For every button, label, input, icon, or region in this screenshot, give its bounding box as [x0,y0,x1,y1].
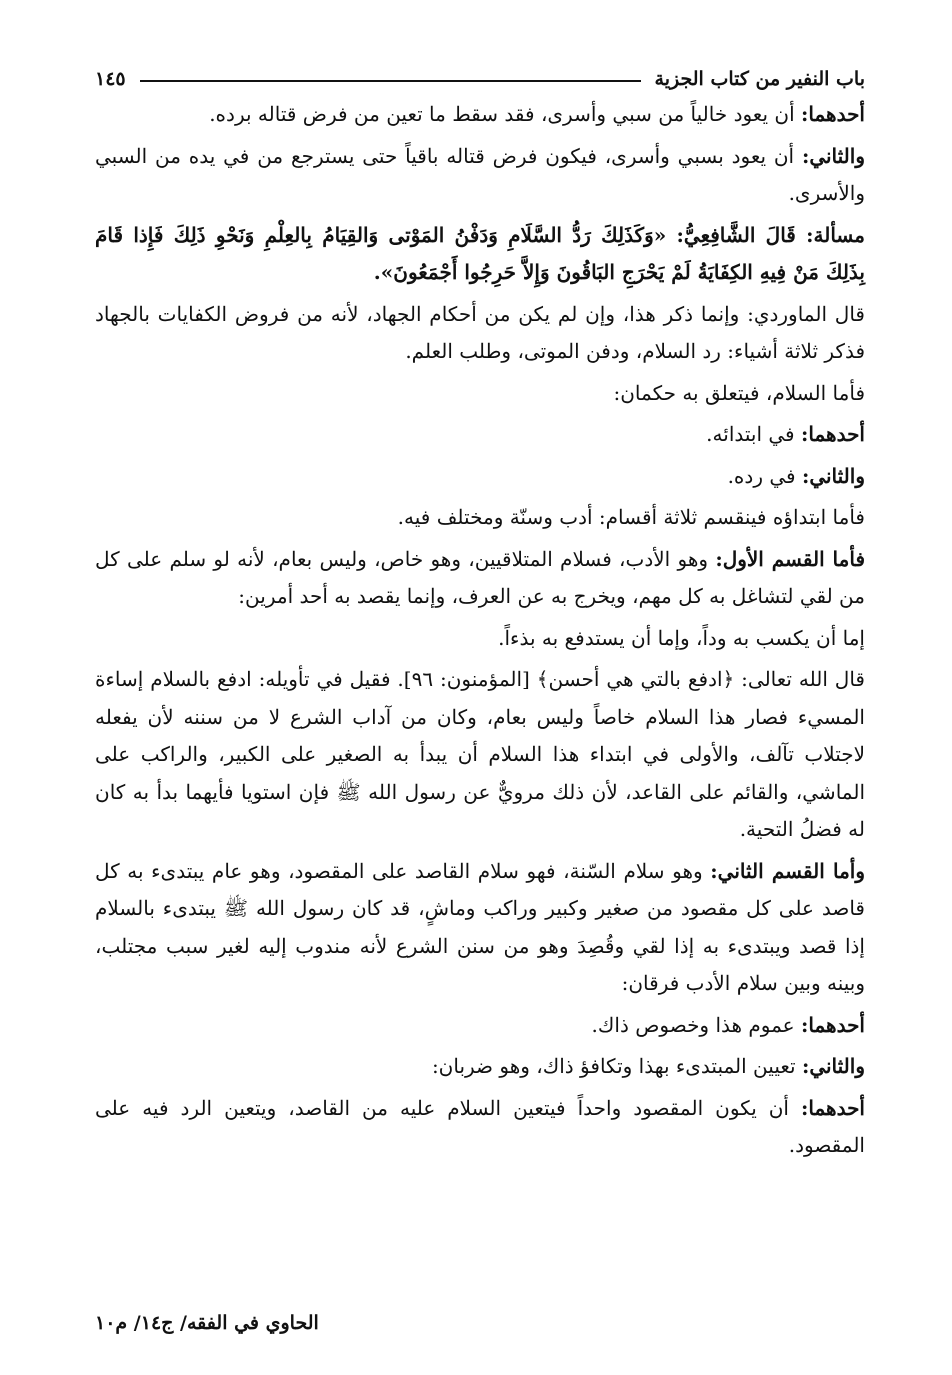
paragraph [95,661,865,849]
paragraph-text: فأما السلام، فيتعلق به حكمان: [613,380,865,405]
paragraph-lead: فأما القسم الأول: [715,546,866,571]
paragraph-text: أن يعود خالياً من سبي وأسرى، فقد سقط ما تعين من فرض قتاله برده. [209,102,801,126]
paragraph [95,1090,865,1165]
paragraph [95,499,865,537]
paragraph-text: أن يكون المقصود واحداً فيتعين السلام عليه من القاصد، ويتعين الرد فيه على المقصود. [95,1095,865,1157]
paragraph-text: وهو سلام السّنة، فهو سلام القاصد على المقصود، وهو عام يبتدىء به كل قاصد على كل مقصود من صغير وكبير وراكب وماشٍ، قد كان رسول الله ﷺ يبتدىء بالسلام إذا قصد ويبتدىء به إذا لقي وقُصِدَ وهو من سنن الشرع لأنه مندوب إليه لغير سبب مجتلب، وبينه وبين سلام الأدب فرقان: [95,858,865,995]
paragraph-text: وهو الأدب، فسلام المتلاقيين، وهو خاص، وليس بعام، لأنه لو سلم على كل من لقي لتشاغل به كل مهم، ويخرج به عن العرف، وإنما يقصد به أحد أمرين: [95,546,865,608]
paragraph [95,853,865,1003]
paragraph-lead: أحدهما: [800,1012,865,1037]
paragraph-lead: والثاني: [801,463,865,488]
paragraph-lead: أحدهما: [800,102,865,126]
paragraph [95,375,865,413]
shafii-quote: «وَكَذَلِكَ رَدُّ السَّلَامِ وَدَفْنُ المَوْتى وَالقِيَامُ بِالعِلْمِ وَنَحْوِ ذَلِكَ فَإِذا قَامَ بِذَلِكَ مَنْ فِيهِ الكِفَايَةُ لَمْ يَحْرَجِ البَاقُونَ وَإِلاَّ حَرِجُوا أَجْمَعُونَ». [95,222,865,284]
paragraph [95,217,865,292]
page [95,62,865,1169]
paragraph-text: تعيين المبتدىء بهذا وتكافؤ ذاك، وهو ضربان: [431,1054,802,1078]
footer-signature: الحاوي في الفقه/ ج١٤/ م١٠ [95,1312,319,1334]
paragraph [95,296,865,371]
paragraph-text: فأما ابتداؤه فينقسم ثلاثة أقسام: أدب وسنّة ومختلف فيه. [397,505,865,529]
paragraph-lead: مسألة: قَالَ الشَّافِعِيُّ: [676,222,865,247]
paragraph-text: أن يعود بسبي وأسرى، فيكون فرض قتاله باقياً حتى يسترجع من في يده من السبي والأسرى. [95,143,865,205]
paragraph-lead: وأما القسم الثاني: [710,858,866,883]
body-text [95,96,865,1165]
chapter-title: باب النفير من كتاب الجزية [654,68,865,90]
paragraph-text: في ابتدائه. [706,422,801,446]
paragraph-text: قال الماوردي: وإنما ذكر هذا، وإن لم يكن من أحكام الجهاد، لأنه من فروض الكفايات بالجهاد فذكر ثلاثة أشياء: رد السلام، ودفن الموتى، وطلب العلم. [95,301,865,363]
paragraph [95,96,865,134]
paragraph-text: قال الله تعالى: ﴿ادفع بالتي هي أحسن﴾ [المؤمنون: ٩٦]. فقيل في تأويله: ادفع بالسلام إساءة المسيء فصار هذا السلام خاصاً وليس بعام، وكان من آداب الشرع لا من سننه لأن يفعله لاجتلاب تآلف، والأولى في ابتداء هذا السلام أن يبدأ به الصغير على الكبير، والراكب على الماشي، والقائم على القاعد، لأن ذلك مرويٌّ عن رسول الله ﷺ فإن استويا فأيهما بدأ به كان له فضلُ التحية. [95,667,865,841]
paragraph-lead: أحدهما: [800,1095,865,1120]
paragraph-text: إما أن يكسب به وداً، وإما أن يستدفع به بذءاً. [498,625,865,650]
paragraph [95,1007,865,1045]
header-rule [140,80,641,82]
paragraph-lead: أحدهما: [800,422,865,446]
page-number: ١٤٥ [95,68,126,90]
running-header [95,62,865,96]
paragraph-text: في رده. [727,463,802,488]
paragraph-lead: والثاني: [801,1054,865,1078]
paragraph-text: عموم هذا وخصوص ذاك. [591,1012,801,1037]
paragraph [95,138,865,213]
paragraph [95,541,865,616]
paragraph-lead: والثاني: [801,143,865,168]
paragraph [95,1048,865,1086]
paragraph [95,620,865,658]
paragraph [95,458,865,496]
paragraph [95,416,865,454]
